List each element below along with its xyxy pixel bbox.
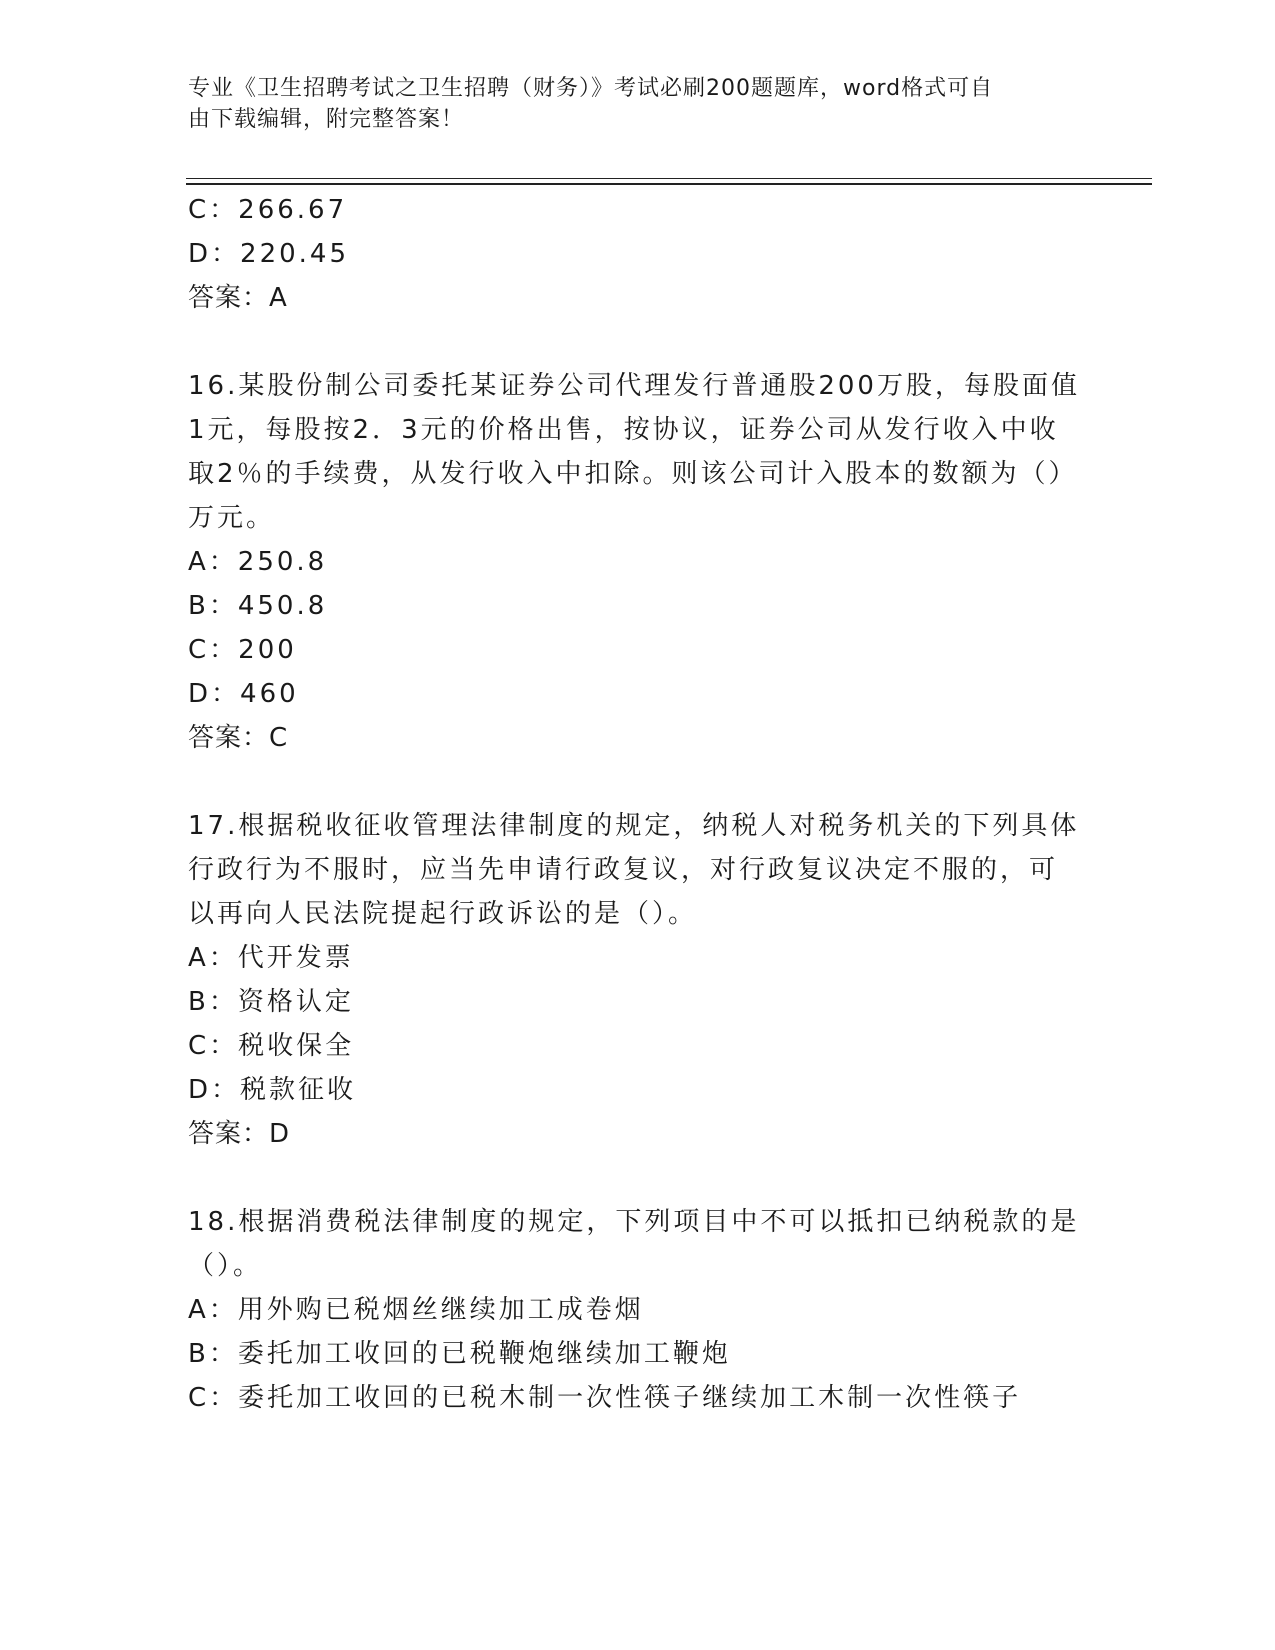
- document-header: [188, 73, 1068, 135]
- q18-option-a: A：用外购已税烟丝继续加工成卷烟: [188, 1295, 644, 1325]
- q17-option-d: D：税款征收: [188, 1075, 357, 1105]
- q18-stem-line-2: （）。: [188, 1251, 263, 1281]
- q15-option-d: D：220.45: [188, 239, 349, 269]
- q15-answer: 答案：A: [188, 283, 288, 313]
- q16-answer: 答案：C: [188, 723, 289, 753]
- header-divider-thick: [186, 183, 1152, 185]
- q15-option-c: C：266.67: [188, 195, 348, 225]
- q17-option-b: B：资格认定: [188, 987, 354, 1017]
- q17-option-c: C：税收保全: [188, 1031, 355, 1061]
- q16-stem-line-4: 万元。: [188, 503, 276, 533]
- q16-stem-line-3: 取2％的手续费，从发行收入中扣除。则该公司计入股本的数额为（）: [188, 459, 1078, 489]
- q16-stem-line-2: 1元，每股按2．3元的价格出售，按协议，证券公司从发行收入中收: [188, 415, 1059, 445]
- q17-stem-line-3: 以再向人民法院提起行政诉讼的是（）。: [188, 899, 698, 929]
- header-divider-thin: [186, 178, 1152, 179]
- header-line-1: 专业《卫生招聘考试之卫生招聘（财务）》考试必刷200题题库，word格式可自: [188, 76, 994, 101]
- q18-option-b: B：委托加工收回的已税鞭炮继续加工鞭炮: [188, 1339, 731, 1369]
- q17-option-a: A：代开发票: [188, 943, 354, 973]
- q18-option-c: C：委托加工收回的已税木制一次性筷子继续加工木制一次性筷子: [188, 1383, 1022, 1413]
- header-line-2: 由下载编辑，附完整答案！: [188, 107, 465, 132]
- q16-stem-line-1: 16.某股份制公司委托某证券公司代理发行普通股200万股，每股面值: [188, 371, 1080, 401]
- q18-stem-line-1: 18.根据消费税法律制度的规定，下列项目中不可以抵扣已纳税款的是: [188, 1207, 1080, 1237]
- q16-option-b: B：450.8: [188, 591, 328, 621]
- q16-option-a: A：250.8: [188, 547, 328, 577]
- q16-option-c: C：200: [188, 635, 297, 665]
- q17-stem-line-1: 17.根据税收征收管理法律制度的规定，纳税人对税务机关的下列具体: [188, 811, 1080, 841]
- q17-answer: 答案：D: [188, 1119, 291, 1149]
- q17-stem-line-2: 行政行为不服时，应当先申请行政复议，对行政复议决定不服的，可: [188, 855, 1059, 885]
- q16-option-d: D：460: [188, 679, 299, 709]
